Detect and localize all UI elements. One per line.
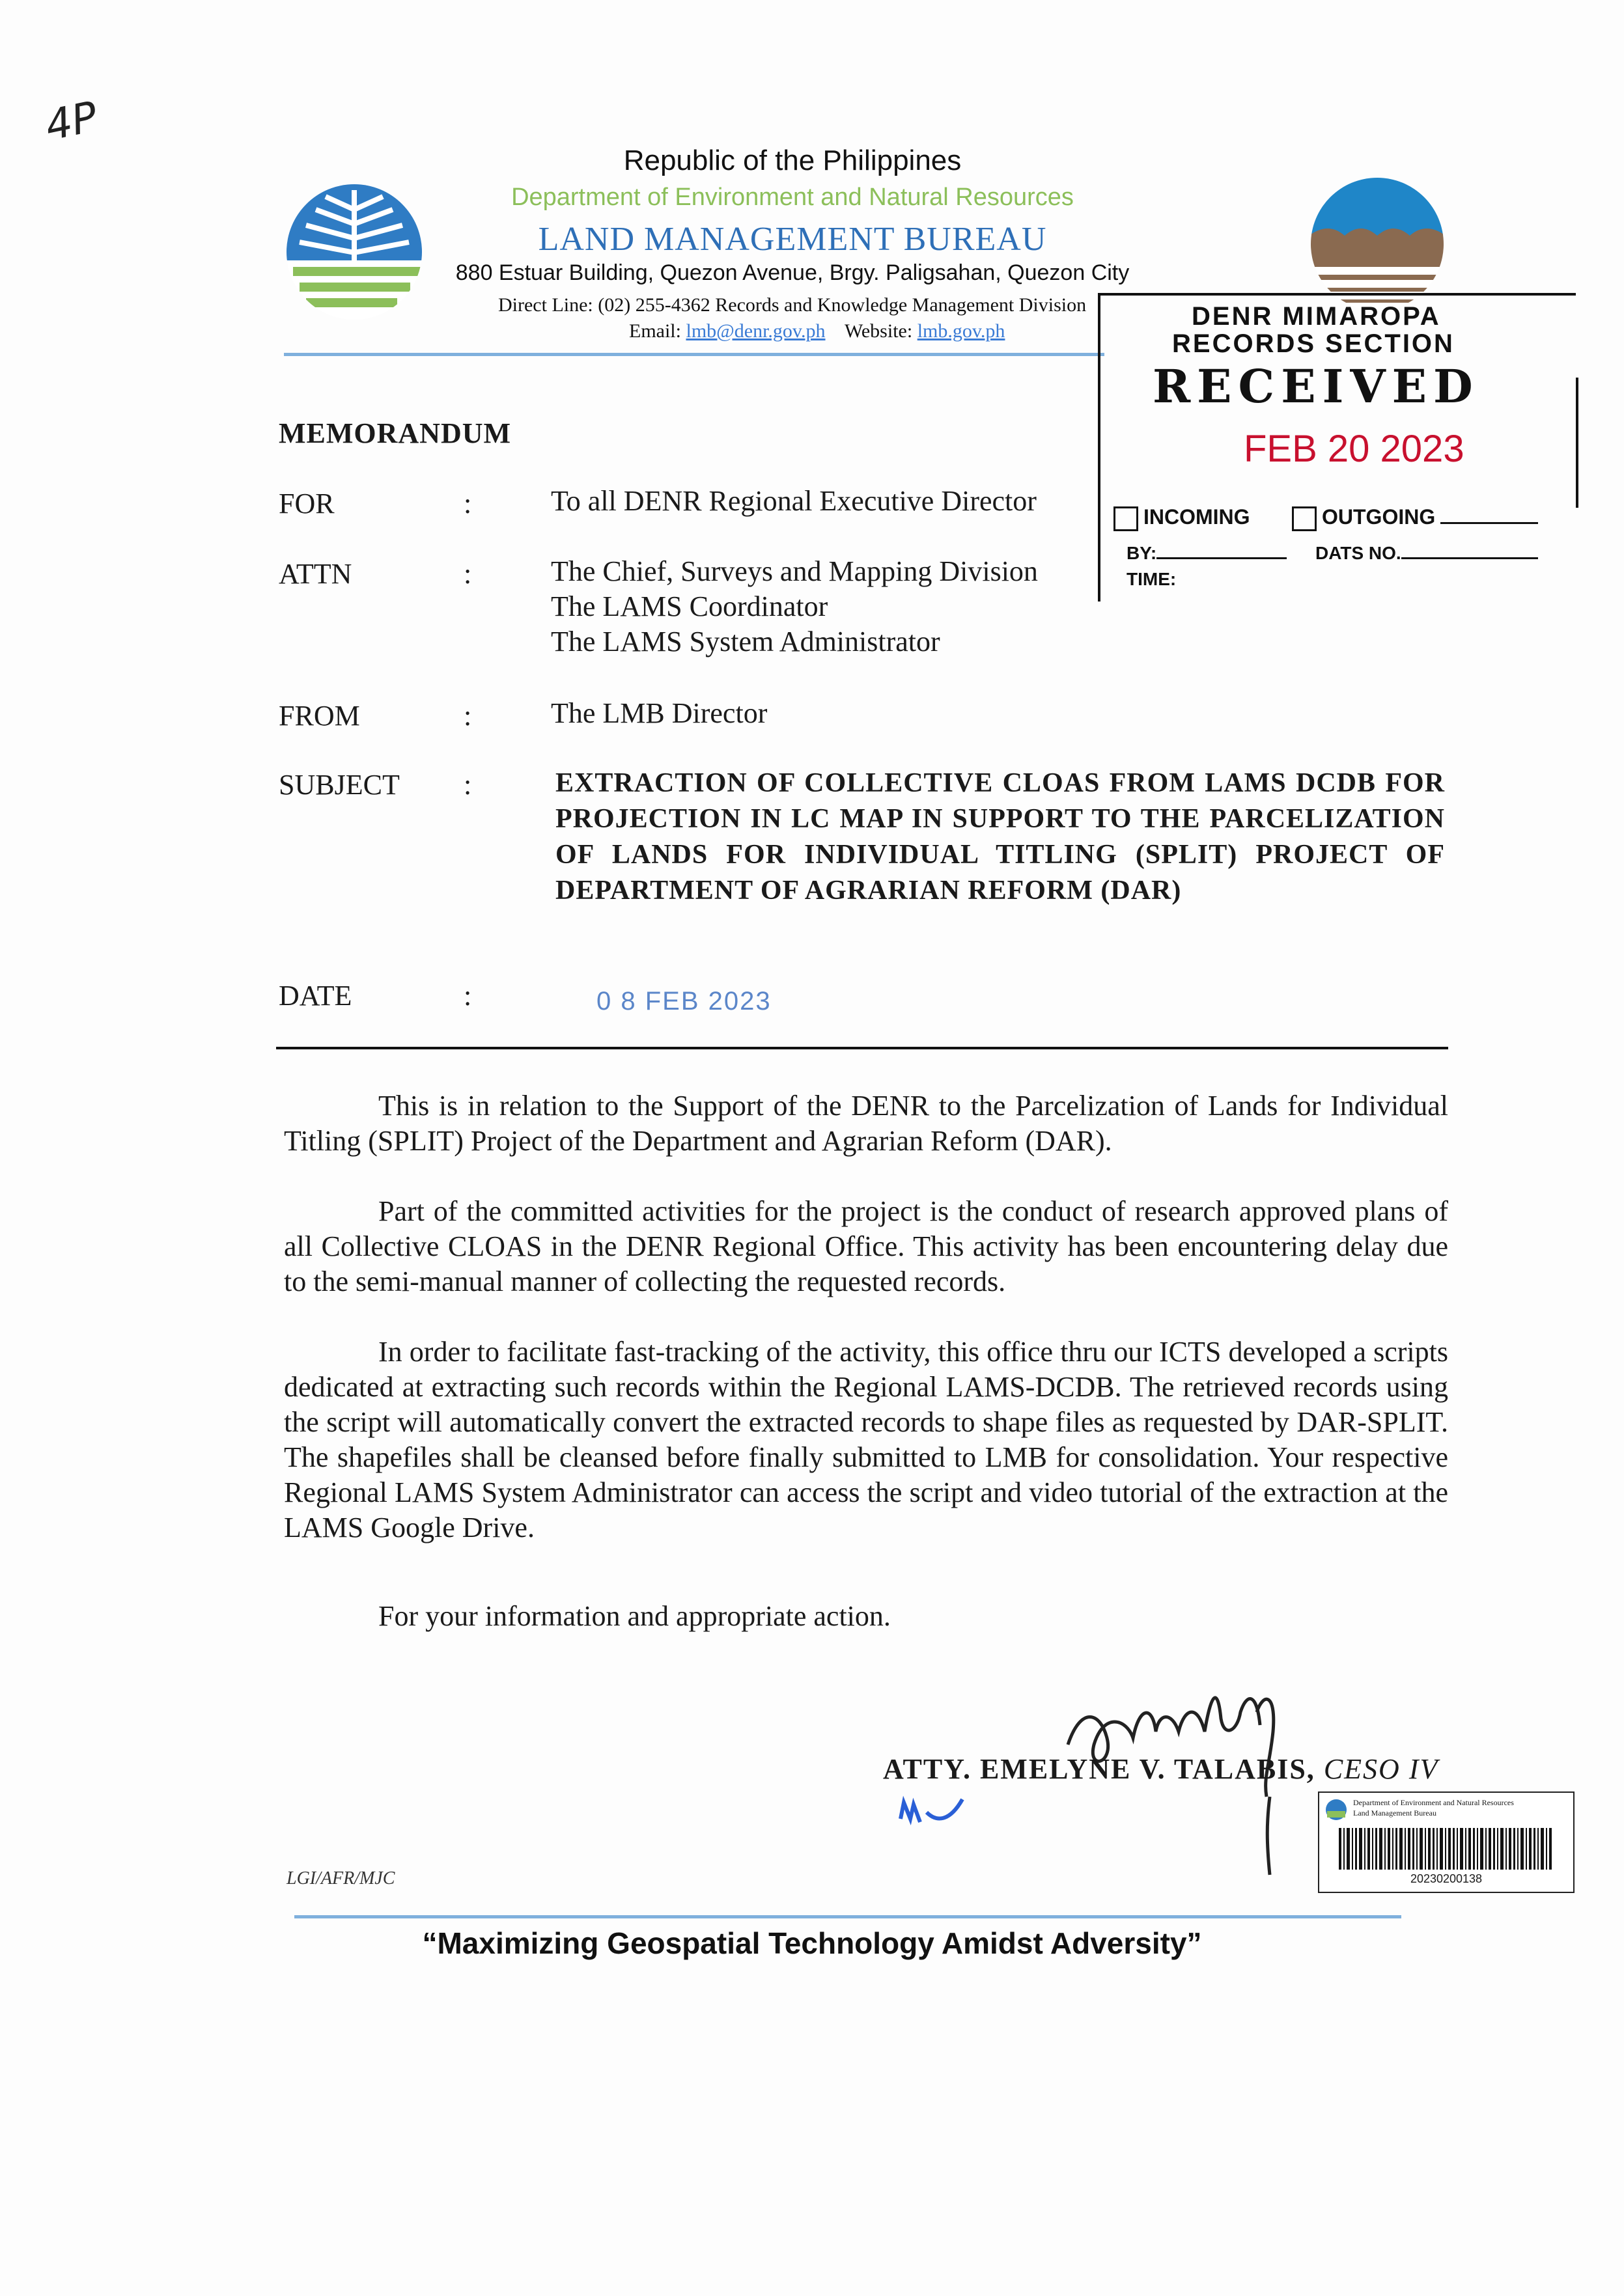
address-line: 880 Estuar Building, Quezon Avenue, Brgy. Paligsahan, Quezon City [455,260,1130,285]
signatory [883,1752,1438,1786]
by-label: BY: [1127,543,1157,563]
stamp-status: RECEIVED [1153,359,1479,413]
reference-initials: LGI/AFR/MJC [287,1868,395,1888]
subject-label: SUBJECT [279,769,400,801]
subject-colon: : [464,769,472,801]
subject-value: EXTRACTION OF COLLECTIVE CLOAS FROM LAMS DCDB FOR PROJECTION IN LC MAP IN SUPPORT TO THE PARCELIZATION OF LANDS FOR INDIVIDUAL TITLING (SPLIT) PROJECT OF DEPARTMENT OF AGRARIAN REFORM (DAR) [555,768,1445,906]
memo-heading: MEMORANDUM [279,417,512,449]
body-paragraph-4: For your information and appropriate action. [378,1600,891,1632]
stamp-date: FEB 20 2023 [1244,428,1464,470]
attn-label: ATTN [279,558,352,590]
from-colon: : [464,700,472,732]
header-rule [284,353,1104,356]
received-stamp [1098,293,1576,602]
dats-label: DATS NO. [1315,543,1401,563]
stamp-section: RECORDS SECTION [1172,329,1455,358]
for-value: To all DENR Regional Executive Director [551,485,1037,517]
from-label: FROM [279,700,360,732]
barcode-logo-icon [1324,1798,1348,1821]
incoming-checkbox[interactable] [1113,506,1138,531]
barcode-label [1318,1791,1575,1893]
motto: “Maximizing Geospatial Technology Amidst Adversity” [422,1926,1202,1960]
barcode-icon [1339,1828,1554,1870]
date-label: DATE [279,980,352,1012]
handwritten-initials [897,1793,969,1832]
attn-value-1: The Chief, Surveys and Mapping Division [551,555,1038,587]
footer-rule [294,1915,1401,1918]
stamp-by [1127,543,1287,564]
signatory-name: ATTY. EMELYNE V. TALABIS, [883,1753,1315,1785]
date-value: 0 8 FEB 2023 [596,987,772,1016]
outgoing-label: OUTGOING [1322,505,1436,529]
for-colon: : [464,488,472,519]
attn-value-3: The LAMS System Administrator [551,626,940,657]
website-label: Website: [844,320,913,342]
stamp-time: TIME: [1127,569,1177,589]
stamp-dats [1315,543,1538,564]
memo-divider [276,1047,1448,1049]
barcode-org-line1: Department of Environment and Natural Resources [1353,1798,1514,1807]
for-label: FOR [279,488,335,519]
email-label: Email: [629,320,681,342]
outgoing-checkbox[interactable] [1292,506,1317,531]
stamp-incoming [1113,505,1250,531]
body-paragraph-1: This is in relation to the Support of the DENR to the Parcelization of Lands for Individual Titling (SPLIT) Project of the Department and Agrarian Reform (DAR). [284,1090,1448,1157]
barcode-number: 20230200138 [1410,1872,1483,1885]
bureau-line: LAND MANAGEMENT BUREAU [538,221,1047,258]
stamp-office: DENR MIMAROPA [1192,302,1441,331]
incoming-label: INCOMING [1143,505,1250,529]
website-link[interactable]: lmb.gov.ph [917,320,1005,342]
stamp-right-edge [1576,378,1578,508]
from-value: The LMB Director [551,697,768,729]
handwritten-page-mark: 4P [41,92,102,151]
direct-line: Direct Line: (02) 255-4362 Records and Knowledge Management Division [498,294,1087,316]
contact-line [629,320,1005,342]
body-paragraph-3: In order to facilitate fast-tracking of the activity, this office thru our ICTS developed a scripts dedicated at extracting such records within the Regional LAMS-DCDB. The retrieved records using the script will automatically convert the extracted records to shape files as requested by DAR-SPLIT. The shapefiles shall be cleansed before finally submitted to LMB for consolidation. Your respective Regional LAMS System Administrator can access the script and video tutorial of the extraction at the LAMS Google Drive. [284,1336,1448,1543]
republic-line: Republic of the Philippines [623,145,962,176]
date-colon: : [464,980,472,1012]
attn-value-2: The LAMS Coordinator [551,590,828,622]
barcode-org-line2: Land Management Bureau [1353,1808,1436,1818]
attn-colon: : [464,558,472,590]
email-link[interactable]: lmb@denr.gov.ph [686,320,826,342]
department-line: Department of Environment and Natural Resources [511,184,1074,211]
signatory-title: CESO IV [1323,1753,1439,1785]
stamp-outgoing [1292,505,1538,531]
body-paragraph-2: Part of the committed activities for the project is the conduct of research approved plans of all Collective CLOAS in the DENR Regional Office. This activity has been encountering delay due to the semi-manual manner of collecting the requested records. [284,1195,1448,1297]
